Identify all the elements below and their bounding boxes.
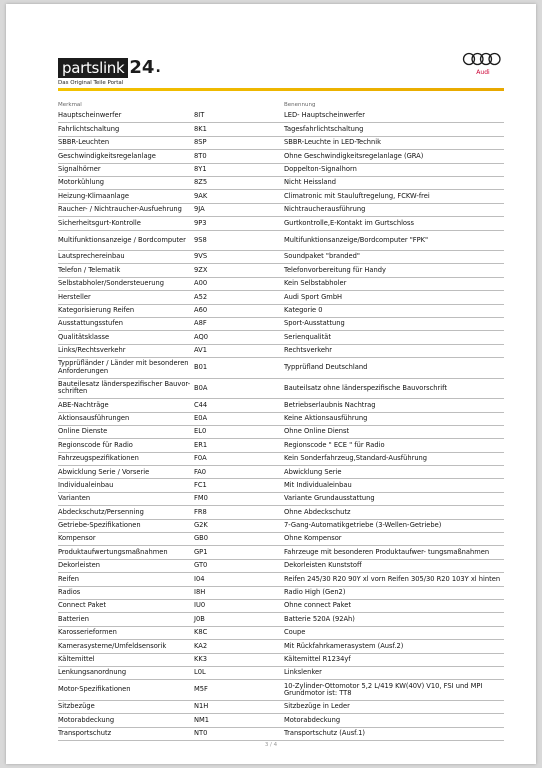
code-cell: G2K	[194, 521, 208, 530]
table-row	[58, 278, 504, 291]
merkmal-cell: Fahrzeugspezifikationen	[58, 454, 139, 463]
merkmal-cell: Typprüfländer / Länder mit besonderen Anforderungen	[58, 359, 189, 375]
code-cell: 8SP	[194, 138, 207, 147]
table-row	[58, 587, 504, 600]
merkmal-cell: ABE-Nachträge	[58, 400, 109, 409]
code-cell: M5F	[194, 685, 208, 694]
merkmal-cell: Batterien	[58, 614, 90, 623]
code-cell: J0B	[194, 614, 205, 623]
merkmal-cell: Motor-Spezifikationen	[58, 685, 131, 694]
table-row	[58, 506, 504, 519]
code-cell: 8Z5	[194, 178, 208, 187]
code-cell: I04	[194, 574, 205, 583]
merkmal-cell: Ausstattungsstufen	[58, 319, 124, 328]
merkmal-cell: Kompensor	[58, 534, 96, 543]
table-row	[58, 533, 504, 546]
table-row	[58, 251, 504, 264]
merkmal-cell: Dekorleisten	[58, 561, 101, 570]
code-cell: GP1	[194, 547, 208, 556]
merkmal-cell: Links/Rechtsverkehr	[58, 346, 126, 355]
benennung-cell: Ohne Geschwindigkeitsregelanlage (GRA)	[284, 151, 424, 160]
table-row	[58, 413, 504, 426]
table-row	[58, 680, 504, 701]
merkmal-cell: Hersteller	[58, 292, 91, 301]
benennung-cell: SBBR-Leuchte in LED-Technik	[284, 138, 382, 147]
table-row	[58, 331, 504, 344]
code-cell: F0A	[194, 454, 207, 463]
merkmal-cell: Kategorisierung Reifen	[58, 306, 135, 315]
code-cell: KA2	[194, 641, 208, 650]
merkmal-cell: Online Dienste	[58, 427, 108, 436]
merkmal-cell: Sitzbezüge	[58, 702, 95, 711]
benennung-cell: Motorabdeckung	[284, 715, 341, 724]
merkmal-cell: Lenkungsanordnung	[58, 668, 127, 677]
benennung-cell: Rechtsverkehr	[284, 346, 333, 355]
table-row	[58, 345, 504, 358]
table-row	[58, 627, 504, 640]
benennung-cell: Regionscode " ECE " für Radio	[284, 440, 385, 449]
table-row	[58, 426, 504, 439]
code-cell: B01	[194, 363, 208, 372]
logo-tagline: Das Original Teile Portal	[58, 80, 124, 86]
benennung-cell: Ohne Kompensor	[284, 534, 342, 543]
code-cell: 8IT	[194, 111, 205, 120]
merkmal-cell: Varianten	[58, 494, 91, 503]
page-number: 3 / 4	[264, 742, 278, 748]
code-cell: 9JA	[194, 205, 205, 214]
audi-brand-text: Audi	[476, 69, 490, 76]
benennung-cell: Kein Sonderfahrzeug,Standard-Ausführung	[284, 454, 428, 463]
code-cell: E0A	[194, 413, 208, 422]
table-row	[58, 453, 504, 466]
code-cell: EL0	[194, 427, 207, 436]
table-row	[58, 358, 504, 379]
benennung-cell: Reifen 245/30 R20 90Y xl vorn Reifen 305/30 R20 103Y xl hinten	[284, 574, 501, 583]
code-cell: L0L	[194, 668, 206, 677]
merkmal-cell: Motorkühlung	[58, 178, 105, 187]
audi-rings-icon	[462, 52, 502, 66]
benennung-cell: Bauteilsatz ohne länderspezifische Bauvorschrift	[284, 383, 447, 392]
merkmal-cell: Kamerasysteme/Umfeldsensorik	[58, 641, 167, 650]
table-row	[58, 466, 504, 479]
benennung-cell: Linkslenker	[284, 668, 322, 677]
benennung-cell: Transportschutz (Ausf.1)	[284, 729, 366, 738]
merkmal-cell: Motorabdeckung	[58, 715, 115, 724]
benennung-cell: Soundpaket "branded"	[284, 252, 360, 261]
table-row	[58, 701, 504, 714]
merkmal-cell: Produktaufwertungsmaßnahmen	[58, 547, 168, 556]
code-cell: I8H	[194, 588, 206, 597]
benennung-cell: Dekorleisten Kunststoff	[284, 561, 362, 570]
table-row	[58, 714, 504, 727]
benennung-cell: Kein Selbstabholer	[284, 279, 347, 288]
merkmal-cell: Selbstabholer/Sondersteuerung	[58, 279, 164, 288]
merkmal-cell: Heizung-Klimaanlage	[58, 191, 130, 200]
table-row	[58, 123, 504, 136]
benennung-cell: Keine Aktionsausführung	[284, 413, 368, 422]
code-cell: 9P3	[194, 218, 207, 227]
benennung-cell: Sitzbezüge in Leder	[284, 702, 350, 711]
benennung-cell: Betriebserlaubnis Nachtrag	[284, 400, 376, 409]
table-row	[58, 110, 504, 123]
merkmal-cell: Transportschutz	[58, 729, 112, 738]
code-cell: A52	[194, 292, 208, 301]
code-cell: 8Y1	[194, 165, 207, 173]
column-header-benennung: Benennung	[284, 102, 316, 108]
code-cell: 9S8	[194, 235, 207, 244]
benennung-cell: Climatronic mit Stauluftregelung, FCKW-frei	[284, 191, 430, 200]
benennung-cell: Radio High (Gen2)	[284, 588, 346, 597]
header-divider	[58, 88, 504, 91]
table-row	[58, 667, 504, 680]
table-row	[58, 560, 504, 573]
merkmal-cell: Telefon / Telematik	[58, 265, 121, 274]
code-cell: NT0	[194, 729, 208, 738]
table-row	[58, 479, 504, 492]
code-cell: A60	[194, 306, 208, 315]
merkmal-cell: Fahrlichtschaltung	[58, 124, 120, 133]
table-row	[58, 493, 504, 506]
merkmal-cell: Sicherheitsgurt-Kontrolle	[58, 218, 141, 227]
code-cell: GB0	[194, 534, 209, 543]
merkmal-cell: Hauptscheinwerfer	[58, 111, 122, 120]
code-cell: B0A	[194, 383, 208, 392]
merkmal-cell: Raucher- / Nichtraucher-Ausfuehrung	[58, 205, 182, 214]
merkmal-cell: Connect Paket	[58, 601, 106, 610]
code-cell: A8F	[194, 319, 207, 328]
code-cell: ER1	[194, 440, 208, 449]
benennung-cell: Serienqualität	[284, 332, 331, 341]
table-row	[58, 613, 504, 626]
code-cell: AQ0	[194, 332, 208, 341]
code-cell: 9VS	[194, 252, 208, 261]
equipment-table	[58, 110, 504, 741]
table-row	[58, 164, 504, 177]
partslink24-logo	[58, 57, 161, 79]
logo-partslink-text: partslink	[58, 58, 128, 78]
benennung-cell: Abwicklung Serie	[284, 467, 342, 476]
merkmal-cell: Getriebe-Spezifikationen	[58, 521, 141, 530]
benennung-cell: Variante Grundausstattung	[284, 494, 375, 503]
benennung-cell: Nicht Heissland	[284, 178, 336, 187]
code-cell: FC1	[194, 480, 207, 489]
code-cell: 9ZX	[194, 265, 208, 274]
table-row	[58, 399, 504, 412]
benennung-cell: Telefonvorbereitung für Handy	[284, 265, 386, 274]
benennung-cell: 7-Gang-Automatikgetriebe (3-Wellen-Getriebe)	[284, 521, 442, 530]
benennung-cell: LED- Hauptscheinwerfer	[284, 111, 366, 120]
benennung-cell: Sport-Ausstattung	[284, 319, 345, 328]
table-row	[58, 654, 504, 667]
logo-number: 24	[129, 57, 155, 78]
table-row	[58, 190, 504, 203]
column-header-merkmal: Merkmal	[58, 102, 82, 108]
benennung-cell: Kategorie 0	[284, 306, 323, 315]
code-cell: NM1	[194, 715, 210, 724]
table-row	[58, 520, 504, 533]
benennung-cell: Gurtkontrolle,E-Kontakt im Gurtschloss	[284, 218, 414, 227]
benennung-cell: 10-Zylinder-Ottomotor 5,2 L/419 KW(40V) V10, FSI und MPI Grundmotor ist: TT8	[284, 681, 483, 698]
code-cell: FA0	[194, 467, 207, 476]
code-cell: GT0	[194, 561, 208, 570]
table-row	[58, 177, 504, 190]
logo-dot: .	[155, 60, 161, 76]
merkmal-cell: Bauteilesatz länderspezifischer Bauvor- schriften	[58, 379, 191, 396]
merkmal-cell: Multifunktionsanzeige / Bordcomputer	[58, 235, 186, 244]
code-cell: FR8	[194, 507, 207, 516]
merkmal-cell: Abdeckschutz/Persenning	[58, 507, 144, 516]
merkmal-cell: Regionscode für Radio	[58, 440, 133, 449]
benennung-cell: Multifunktionsanzeige/Bordcomputer "FPK"	[284, 235, 429, 244]
benennung-cell: Audi Sport GmbH	[284, 292, 343, 301]
document-page	[6, 4, 536, 764]
code-cell: N1H	[194, 702, 209, 711]
benennung-cell: Ohne connect Paket	[284, 601, 351, 610]
merkmal-cell: Karosserieformen	[58, 628, 117, 637]
merkmal-cell: Individualeinbau	[58, 480, 114, 489]
benennung-cell: Coupe	[284, 628, 306, 637]
merkmal-cell: Geschwindigkeitsregelanlage	[58, 151, 156, 160]
merkmal-cell: Radios	[58, 588, 81, 597]
benennung-cell: Mit Rückfahrkamerasystem (Ausf.2)	[284, 641, 404, 650]
merkmal-cell: Lautsprechereinbau	[58, 252, 125, 261]
benennung-cell: Doppelton-Signalhorn	[284, 165, 357, 173]
code-cell: 8K1	[194, 124, 207, 133]
benennung-cell: Ohne Online Dienst	[284, 427, 350, 436]
benennung-cell: Tagesfahrlichtschaltung	[284, 124, 364, 133]
code-cell: 8T0	[194, 151, 207, 160]
table-row	[58, 217, 504, 230]
code-cell: 9AK	[194, 191, 208, 200]
table-row	[58, 640, 504, 653]
table-row	[58, 204, 504, 217]
code-cell: IU0	[194, 601, 206, 610]
table-row	[58, 600, 504, 613]
table-row	[58, 439, 504, 452]
merkmal-cell: SBBR-Leuchten	[58, 138, 110, 147]
merkmal-cell: Reifen	[58, 574, 80, 583]
table-row	[58, 291, 504, 304]
table-row	[58, 231, 504, 252]
code-cell: FM0	[194, 494, 208, 503]
merkmal-cell: Qualitätsklasse	[58, 332, 110, 341]
code-cell: A00	[194, 279, 208, 288]
table-row	[58, 546, 504, 559]
merkmal-cell: Abwicklung Serie / Vorserie	[58, 467, 150, 476]
table-row	[58, 150, 504, 163]
table-row	[58, 728, 504, 741]
benennung-cell: Fahrzeuge mit besonderen Produktaufwer- tungsmaßnahmen	[284, 547, 490, 556]
benennung-cell: Nichtraucherausführung	[284, 205, 366, 214]
code-cell: KK3	[194, 655, 208, 663]
table-row	[58, 318, 504, 331]
code-cell: K8C	[194, 628, 208, 637]
merkmal-cell: Kältemittel	[58, 655, 95, 663]
table-row	[58, 305, 504, 318]
benennung-cell: Kältemittel R1234yf	[284, 655, 351, 663]
table-row	[58, 379, 504, 400]
benennung-cell: Batterie 520A (92Ah)	[284, 614, 355, 623]
merkmal-cell: Signalhörner	[58, 165, 101, 173]
code-cell: AV1	[194, 346, 207, 355]
table-row	[58, 137, 504, 150]
table-row	[58, 573, 504, 586]
code-cell: C44	[194, 400, 208, 409]
merkmal-cell: Aktionsausführungen	[58, 413, 130, 422]
benennung-cell: Mit Individualeinbau	[284, 480, 352, 489]
benennung-cell: Typprüfland Deutschland	[284, 363, 368, 372]
table-row	[58, 264, 504, 277]
benennung-cell: Ohne Abdeckschutz	[284, 507, 351, 516]
